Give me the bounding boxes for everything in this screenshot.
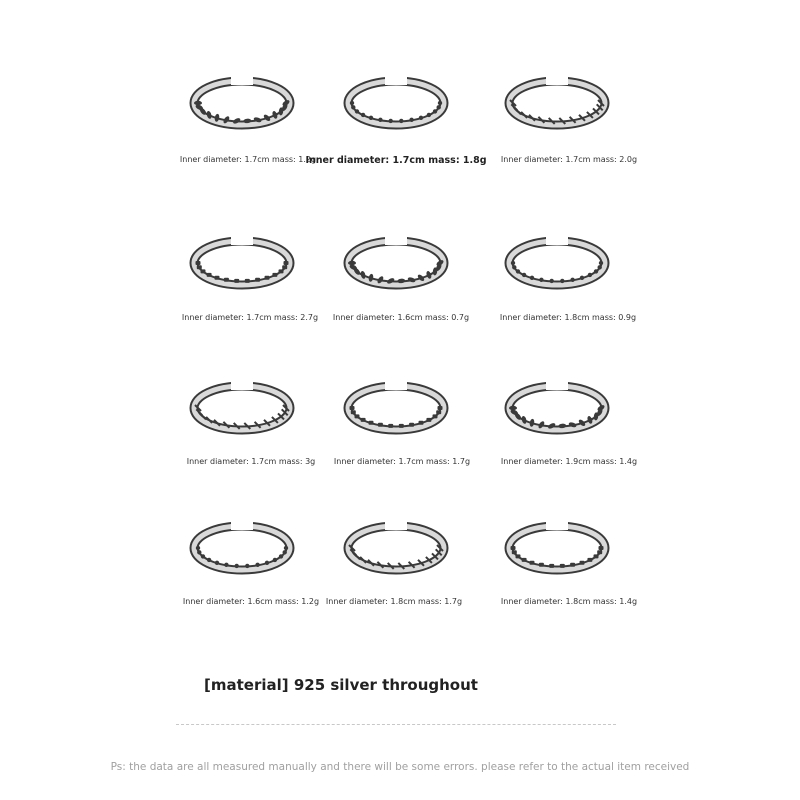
beaded-band-silver-ring-icon [341,65,451,135]
disclaimer-note: Ps: the data are all measured manually and there will be some errors. please refer to the actual item received [110,761,690,773]
ring-caption: Inner diameter: 1.6cm mass: 0.7g [332,313,470,322]
plate-rope-silver-ring-icon [341,370,451,440]
braided-silver-ring-icon [187,65,297,135]
ring-caption: Inner diameter: 1.7cm mass: 2.7g [181,313,319,322]
crossed-wave-silver-ring-icon [502,370,612,440]
ring-caption: Inner diameter: 1.6cm mass: 1.2g [182,597,320,606]
ring-caption: Inner diameter: 1.7cm mass: 3g [186,457,316,466]
thin-twisted-silver-ring-icon [341,225,451,295]
ring-caption: Inner diameter: 1.7cm mass: 1.2g [179,155,317,164]
ring-caption: Inner diameter: 1.8cm mass: 0.9g [499,313,637,322]
ring-caption: Inner diameter: 1.7cm mass: 1.7g [333,457,471,466]
leaf-twist-silver-ring-icon [341,510,451,580]
material-text: [material] 925 silver throughout [204,676,478,694]
rope-silver-ring-icon [187,370,297,440]
knotted-silver-ring-icon [187,510,297,580]
scaled-silver-ring-icon [187,225,297,295]
ring-caption: Inner diameter: 1.7cm mass: 2.0g [500,155,638,164]
ring-caption: Inner diameter: 1.7cm mass: 1.8g [305,155,487,166]
divider [176,724,616,725]
woven-band-silver-ring-icon [502,510,612,580]
ring-caption: Inner diameter: 1.8cm mass: 1.4g [500,597,638,606]
ring-caption: Inner diameter: 1.8cm mass: 1.7g [325,597,463,606]
ring-caption: Inner diameter: 1.9cm mass: 1.4g [500,457,638,466]
wavy-silver-ring-icon [502,225,612,295]
diagonal-textured-silver-ring-icon [502,65,612,135]
